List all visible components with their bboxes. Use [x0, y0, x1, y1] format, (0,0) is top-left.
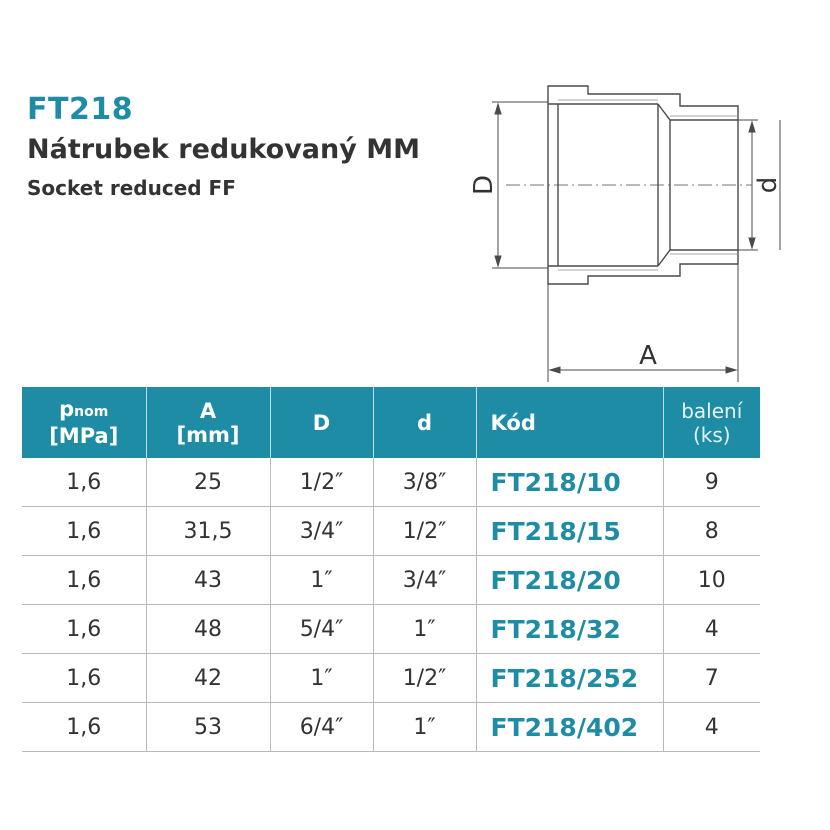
- cell-code: FT218/32: [476, 605, 663, 654]
- cell-pressure: 1,6: [22, 703, 146, 752]
- cell-length: 42: [146, 654, 270, 703]
- table-row: [22, 507, 760, 556]
- header-outer-thread: D: [270, 387, 373, 458]
- cell-outer-thread: 1/2″: [270, 458, 373, 507]
- cell-packaging: 7: [663, 654, 760, 703]
- cell-code: FT218/252: [476, 654, 663, 703]
- header-packaging-unit: (ks): [692, 422, 731, 447]
- cell-inner-thread: 1/2″: [373, 507, 476, 556]
- table-row: [22, 654, 760, 703]
- header-pressure-unit: [MPa]: [49, 424, 119, 448]
- cell-outer-thread: 6/4″: [270, 703, 373, 752]
- cell-outer-thread: 1″: [270, 556, 373, 605]
- dimension-A-label: A: [639, 341, 657, 371]
- cell-packaging: 10: [663, 556, 760, 605]
- cell-inner-thread: 3/8″: [373, 458, 476, 507]
- cell-inner-thread: 1″: [373, 605, 476, 654]
- table-row: [22, 556, 760, 605]
- table-row: [22, 703, 760, 752]
- technical-drawing: [469, 70, 783, 390]
- cell-code: FT218/15: [476, 507, 663, 556]
- cell-inner-thread: 1″: [373, 703, 476, 752]
- dimension-d-label: d: [753, 176, 783, 194]
- dimension-D-label: D: [469, 174, 499, 196]
- header-pressure-symbol: p: [59, 397, 75, 421]
- cell-packaging: 9: [663, 458, 760, 507]
- product-code-title: FT218: [27, 92, 134, 127]
- header-inner-thread: d: [373, 387, 476, 458]
- cell-code: FT218/10: [476, 458, 663, 507]
- cell-code: FT218/20: [476, 556, 663, 605]
- cell-inner-thread: 3/4″: [373, 556, 476, 605]
- cell-packaging: 8: [663, 507, 760, 556]
- cell-packaging: 4: [663, 703, 760, 752]
- cell-packaging: 4: [663, 605, 760, 654]
- table-header-row: [22, 387, 760, 458]
- header-length: [146, 387, 270, 458]
- product-title-english: Socket reduced FF: [27, 176, 236, 200]
- cell-pressure: 1,6: [22, 556, 146, 605]
- header-length-unit: [mm]: [176, 422, 240, 447]
- header-packaging-label: balení: [681, 398, 743, 423]
- cell-pressure: 1,6: [22, 605, 146, 654]
- cell-length: 25: [146, 458, 270, 507]
- header-length-symbol: A: [199, 398, 217, 423]
- cell-outer-thread: 3/4″: [270, 507, 373, 556]
- product-title-czech: Nátrubek redukovaný MM: [27, 134, 420, 165]
- header-packaging: [663, 387, 760, 458]
- cell-length: 31,5: [146, 507, 270, 556]
- cell-pressure: 1,6: [22, 458, 146, 507]
- cell-pressure: 1,6: [22, 654, 146, 703]
- cell-length: 53: [146, 703, 270, 752]
- cell-code: FT218/402: [476, 703, 663, 752]
- cell-length: 43: [146, 556, 270, 605]
- specification-table: [22, 387, 760, 752]
- header-pressure-subscript: nom: [74, 404, 109, 420]
- cell-pressure: 1,6: [22, 507, 146, 556]
- cell-outer-thread: 1″: [270, 654, 373, 703]
- cell-inner-thread: 1/2″: [373, 654, 476, 703]
- header-code: Kód: [476, 387, 663, 458]
- table-row: [22, 458, 760, 507]
- table-row: [22, 605, 760, 654]
- cell-outer-thread: 5/4″: [270, 605, 373, 654]
- cell-length: 48: [146, 605, 270, 654]
- header-pressure: [22, 387, 146, 458]
